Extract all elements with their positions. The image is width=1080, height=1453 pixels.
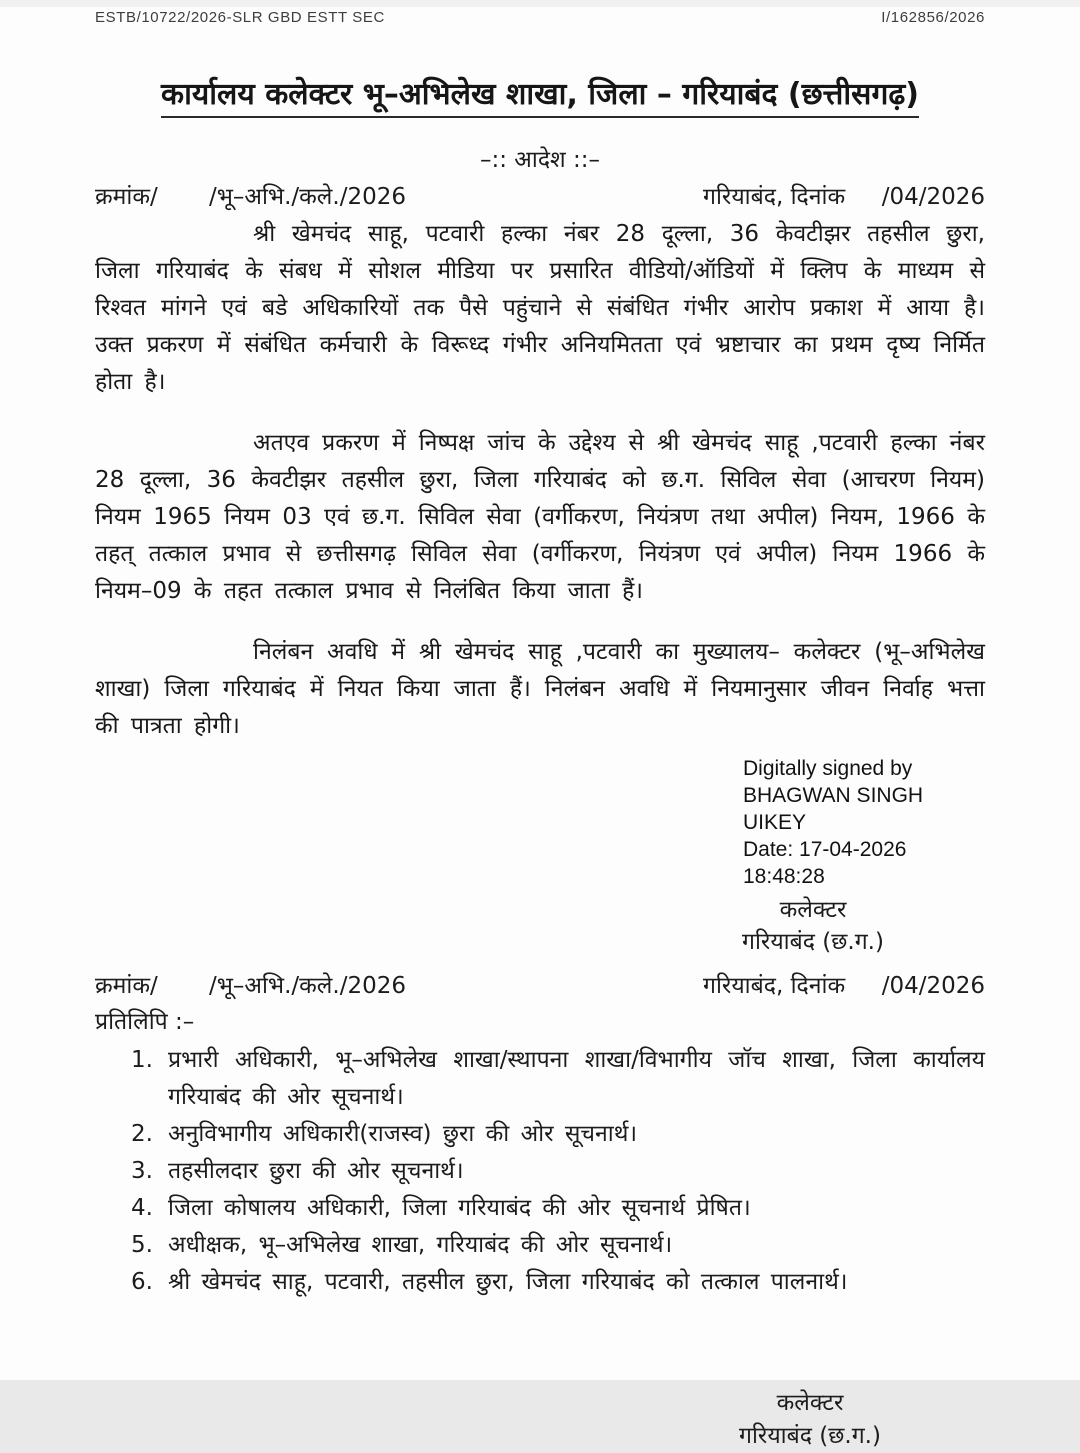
list-item-text: श्री खेमचंद साहू, पटवारी, तहसील छुरा, जिला गरियाबंद को तत्काल पालनार्थ। <box>168 1269 848 1295</box>
file-number-left: ESTB/10722/2026-SLR GBD ESTT SEC <box>95 9 385 26</box>
digital-signature-block <box>743 755 985 890</box>
copy-to-list <box>95 1042 985 1301</box>
place-date-field: गरियाबंद, दिनांक /04/2026 <box>703 184 985 210</box>
list-item-number: 1. <box>131 1047 153 1073</box>
footer-signatory-place: गरियाबंद (छ.ग.) <box>739 1423 881 1449</box>
list-item-number: 6. <box>131 1269 153 1295</box>
paragraph-allegation: श्री खेमचंद साहू, पटवारी हल्का नंबर 28 दूल्ला, 36 केवटीझर तहसील छुरा, जिला गरियाबंद के संबध में सोशल मीडिया पर प्रसारित वीडियो/ऑडियों में क्लिप के माध्यम से रिश्वत मांगने एवं बडे अधिकारियों तक पैसे पहुंचाने से संबंधित गंभीर आरोप प्रकाश में आया है। उक्त प्रकरण में संबंधित कर्मचारी के विरूध्द गंभीर अनियमितता एवं भ्रष्टाचार का प्रथम दृष्य निर्मित होता है। <box>95 221 985 395</box>
list-item-text: अनुविभागीय अधिकारी(राजस्व) छुरा की ओर सूचनार्थ। <box>168 1121 638 1147</box>
signatory-block <box>653 894 973 958</box>
list-item-number: 5. <box>131 1232 153 1258</box>
place-date-field-2: गरियाबंद, दिनांक /04/2026 <box>703 973 985 999</box>
signatory-designation: कलेक्टर <box>779 897 847 923</box>
list-item <box>95 1116 985 1153</box>
reference-row-top <box>95 179 985 211</box>
digital-signature-name: BHAGWAN SINGH UIKEY <box>743 784 924 834</box>
list-item-text: अधीक्षक, भू–अभिलेख शाखा, गरियाबंद की ओर सूचनार्थ। <box>168 1232 673 1258</box>
list-item-text: तहसीलदार छुरा की ओर सूचनार्थ। <box>168 1158 464 1184</box>
paragraph-headquarters: निलंबन अवधि में श्री खेमचंद साहू ,पटवारी का मुख्यालय– कलेक्टर (भू–अभिलेख शाखा) जिला गरियाबंद में नियत किया जाता हैं। निलंबन अवधि में नियमानुसार जीवन निर्वाह भत्ता की पात्रता होगी। <box>95 639 985 739</box>
top-strip <box>0 0 1080 7</box>
reference-row-bottom <box>95 968 985 1000</box>
order-heading: –:: आदेश ::– <box>480 147 600 173</box>
digital-signature-date: Date: 17-04-2026 <box>743 838 907 861</box>
paragraph-suspension-order: अतएव प्रकरण में निष्पक्ष जांच के उद्देश्य से श्री खेमचंद साहू ,पटवारी हल्का नंबर 28 दूल्ला, 36 केवटीझर तहसील छुरा, जिला गरियाबंद को छ.ग. सिविल सेवा (आचरण नियम) नियम 1965 नियम 03 एवं छ.ग. सिविल सेवा (वर्गीकरण, नियंत्रण तथा अपील) नियम, 1966 के तहत् तत्काल प्रभाव से छत्तीसगढ़ सिविल सेवा (वर्गीकरण, नियंत्रण एवं अपील) नियम 1966 के नियम–09 के तहत तत्काल प्रभाव से निलंबित किया जाता हैं। <box>95 430 985 604</box>
digital-signature-time: 18:48:28 <box>743 865 825 888</box>
order-number-field-2: क्रमांक/ /भू–अभि./कले./2026 <box>95 973 406 999</box>
digital-signature-line: Digitally signed by <box>743 757 913 780</box>
list-item <box>95 1227 985 1264</box>
list-item-number: 4. <box>131 1195 153 1221</box>
list-item <box>95 1153 985 1190</box>
list-item-text: प्रभारी अधिकारी, भू–अभिलेख शाखा/स्थापना शाखा/विभागीय जॉच शाखा, जिला कार्यालय गरियाबंद की ओर सूचनार्थ। <box>168 1047 985 1110</box>
list-item-number: 2. <box>131 1121 153 1147</box>
footer-signatory-designation: कलेक्टर <box>776 1390 844 1416</box>
office-title-text: कार्यालय कलेक्टर भू–अभिलेख शाखा, जिला – गरियाबंद (छत्तीसगढ़) <box>161 72 919 118</box>
file-number-right: I/162856/2026 <box>881 9 985 26</box>
copy-to-label: प्रतिलिपि :– <box>95 1009 195 1035</box>
office-title <box>95 72 985 118</box>
list-item <box>95 1042 985 1116</box>
signatory-place: गरियाबंद (छ.ग.) <box>742 929 884 955</box>
list-item <box>95 1190 985 1227</box>
order-number-field: क्रमांक/ /भू–अभि./कले./2026 <box>95 184 406 210</box>
footer-signatory-block <box>645 1387 975 1453</box>
list-item-number: 3. <box>131 1158 153 1184</box>
list-item-text: जिला कोषालय अधिकारी, जिला गरियाबंद की ओर सूचनार्थ प्रेषित। <box>168 1195 751 1221</box>
list-item <box>95 1264 985 1301</box>
